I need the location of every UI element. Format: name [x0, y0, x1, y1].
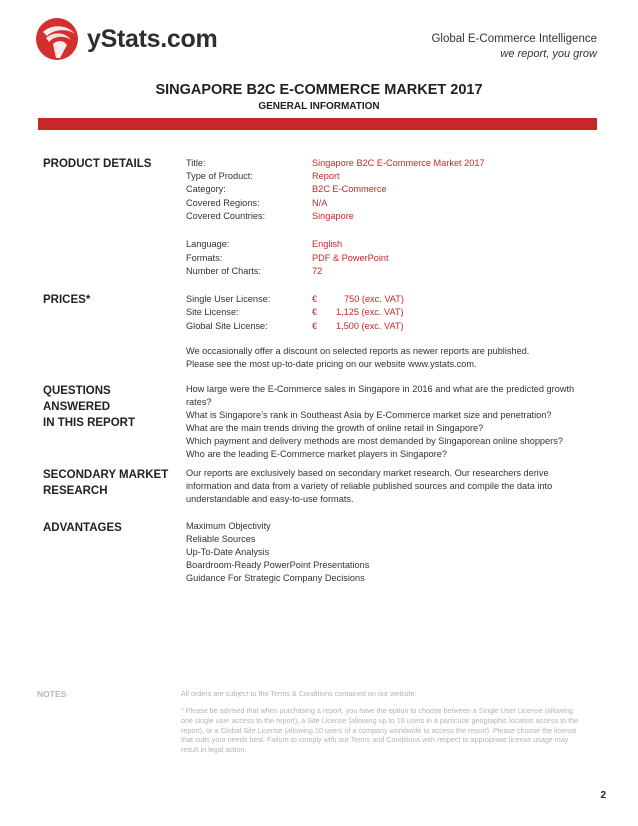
pricing-note-line: We occasionally offer a discount on selected reports as newer reports are published.	[186, 346, 530, 356]
advantage-item: Maximum Objectivity	[186, 521, 271, 531]
detail-value: 72	[312, 266, 323, 276]
detail-value: Singapore	[312, 211, 354, 221]
notes-heading: NOTES	[37, 689, 67, 699]
notes-line: * Please be advised that when purchasing a report, you have the option to choose between a Single User License (allowing	[181, 706, 573, 715]
questions-heading-line: IN THIS REPORT	[43, 417, 136, 429]
price-value: 1,125 (exc. VAT)	[336, 307, 404, 317]
pricing-note	[186, 345, 586, 371]
tagline-primary: Global E-Commerce Intelligence	[431, 33, 597, 45]
question-line: How large were the E-Commerce sales in Singapore in 2016 and what are the predicted growth	[186, 384, 575, 394]
pricing-note-line: Please see the most up-to-date pricing on our website www.ystats.com.	[186, 359, 477, 369]
detail-key: Number of Charts:	[186, 266, 262, 276]
price-key: Global Site License:	[186, 321, 268, 331]
ystats-swirl-icon	[33, 14, 83, 64]
questions-heading-line: QUESTIONS	[43, 385, 111, 397]
questions-heading	[43, 383, 135, 431]
detail-value: Report	[312, 171, 340, 181]
notes-line: report), or a Global Site License (allowing 10 users of a company worldwide to access the report). Please choose the license	[181, 725, 577, 735]
secondary-heading-line: SECONDARY MARKET	[43, 469, 169, 481]
detail-key: Language:	[186, 239, 230, 249]
questions-heading-line: ANSWERED	[43, 401, 111, 413]
detail-key: Title:	[186, 158, 206, 168]
currency-symbol: €	[312, 307, 318, 317]
product-details-heading: PRODUCT DETAILS	[43, 158, 152, 170]
advantage-item: Reliable Sources	[186, 534, 256, 544]
notes-line: one single user access to the report), a Site License (allowing up to 10 users in a particular geographic location access to the	[181, 715, 579, 725]
detail-key: Formats:	[186, 253, 223, 263]
advantages-heading: ADVANTAGES	[43, 522, 122, 534]
advantage-item: Guidance For Strategic Company Decisions	[186, 573, 365, 583]
notes-terms-line: All orders are subject to the Terms & Conditions contained on our website.	[181, 689, 417, 698]
detail-value: English	[312, 239, 343, 249]
report-subtitle: GENERAL INFORMATION	[258, 101, 380, 112]
logo-text: yStats.com	[87, 24, 218, 53]
secondary-line: information and data from a variety of reliable published sources and compile the data into	[186, 481, 553, 491]
detail-key: Covered Regions:	[186, 198, 260, 208]
currency-symbol: €	[312, 321, 318, 331]
secondary-research-text	[186, 467, 586, 506]
detail-key: Type of Product:	[186, 171, 253, 181]
detail-value: B2C E-Commerce	[312, 184, 387, 194]
header-divider-bar	[38, 118, 597, 130]
detail-value: PDF & PowerPoint	[312, 253, 389, 263]
notes-line: result in legal action.	[181, 745, 247, 755]
notes-license-text	[181, 706, 578, 755]
report-title-block	[0, 81, 638, 114]
secondary-line: Our reports are exclusively based on secondary market research. Our researchers derive	[186, 468, 549, 478]
question-line: Which payment and delivery methods are most demanded by Singaporean online shoppers?	[186, 436, 563, 446]
detail-value: Singapore B2C E-Commerce Market 2017	[312, 158, 485, 168]
price-key: Single User License:	[186, 294, 271, 304]
question-line: Who are the leading E-Commerce market players in Singapore?	[186, 449, 447, 459]
advantage-item: Boardroom-Ready PowerPoint Presentations	[186, 560, 370, 570]
tagline	[431, 32, 597, 62]
price-value: 750 (exc. VAT)	[344, 294, 404, 304]
advantages-list	[186, 520, 586, 585]
secondary-heading-line: RESEARCH	[43, 485, 108, 497]
page-number: 2	[600, 790, 606, 801]
report-title: SINGAPORE B2C E-COMMERCE MARKET 2017	[155, 82, 483, 98]
tagline-secondary: we report, you grow	[500, 48, 597, 60]
question-line: What is Singapore’s rank in Southeast Asia by E-Commerce market size and penetration?	[186, 410, 552, 420]
notes-line: that suits your needs best. Failure to comply with our Terms and Conditions with respect to appropriate license usage may	[181, 735, 569, 745]
question-line: What are the main trends driving the growth of online retail in Singapore?	[186, 423, 484, 433]
secondary-research-heading	[43, 467, 168, 499]
ystats-logo	[33, 14, 217, 64]
advantage-item: Up-To-Date Analysis	[186, 547, 270, 557]
detail-key: Covered Countries:	[186, 211, 266, 221]
secondary-line: understandable and easy-to-use formats.	[186, 494, 354, 504]
detail-key: Category:	[186, 184, 226, 194]
currency-symbol: €	[312, 294, 318, 304]
questions-list	[186, 383, 586, 461]
detail-value: N/A	[312, 198, 328, 208]
question-line: rates?	[186, 397, 212, 407]
price-value: 1,500 (exc. VAT)	[336, 321, 404, 331]
price-key: Site License:	[186, 307, 239, 317]
prices-heading: PRICES*	[43, 294, 91, 306]
